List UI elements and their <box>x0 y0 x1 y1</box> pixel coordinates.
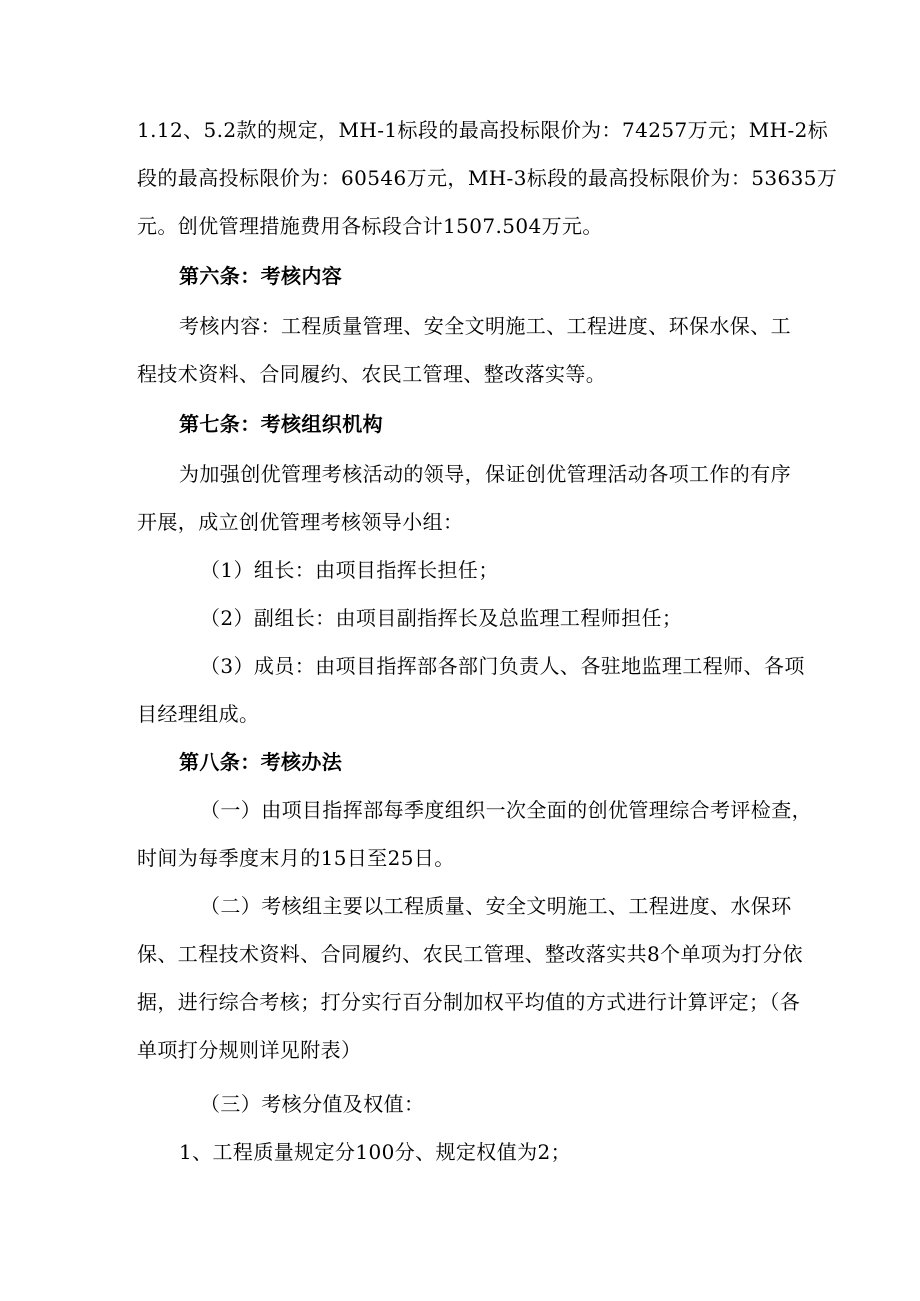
section-heading: 第六条：考核内容 <box>179 264 343 288</box>
paragraph-line: 元。创优管理措施费用各标段合计1507.504万元。 <box>137 214 603 238</box>
paragraph-line: 开展，成立创优管理考核领导小组： <box>137 510 464 534</box>
paragraph-line: 为加强创优管理考核活动的领导，保证创优管理活动各项工作的有序 <box>179 462 791 486</box>
list-item: （2）副组长：由项目副指挥长及总监理工程师担任； <box>200 606 683 630</box>
section-heading: 第八条：考核办法 <box>179 750 343 774</box>
paragraph-line: 单项打分规则详见附表） <box>137 1038 362 1062</box>
paragraph-line: （三）考核分值及权值： <box>200 1092 425 1116</box>
paragraph-line: 时间为每季度末月的15日至25日。 <box>137 846 455 870</box>
list-item: （3）成员：由项目指挥部各部门负责人、各驻地监理工程师、各项 <box>200 654 805 678</box>
paragraph-line: （二）考核组主要以工程质量、安全文明施工、工程进度、水保环 <box>200 894 792 918</box>
paragraph-line: 目经理组成。 <box>137 702 260 726</box>
paragraph-line: 程技术资料、合同履约、农民工管理、整改落实等。 <box>137 362 607 386</box>
paragraph-line: 段的最高投标限价为：60546万元，MH-3标段的最高投标限价为：53635万 <box>137 166 838 190</box>
paragraph-line: 保、工程技术资料、合同履约、农民工管理、整改落实共8个单项为打分依 <box>137 942 803 966</box>
list-item: 1、工程质量规定分100分、规定权值为2； <box>179 1140 572 1164</box>
paragraph-line: 据，进行综合考核；打分实行百分制加权平均值的方式进行计算评定；（各 <box>137 990 801 1014</box>
paragraph-line: 考核内容：工程质量管理、安全文明施工、工程进度、环保水保、工 <box>179 314 791 338</box>
paragraph-line: 1.12、5.2款的规定，MH-1标段的最高投标限价为：74257万元；MH-2标 <box>137 118 829 142</box>
section-heading: 第七条：考核组织机构 <box>179 412 383 436</box>
paragraph-line: （一）由项目指挥部每季度组织一次全面的创优管理综合考评检查， <box>200 798 812 822</box>
list-item: （1）组长：由项目指挥长担任； <box>200 558 499 582</box>
